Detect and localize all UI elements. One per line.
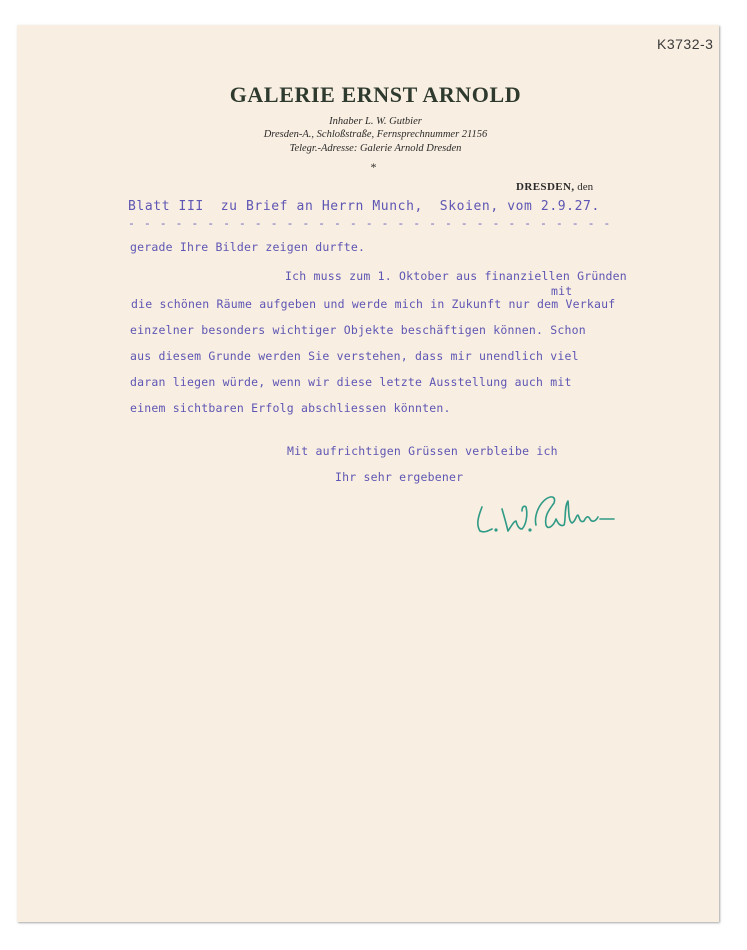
- page-reference: Blatt III zu Brief an Herrn Munch, Skoien, vom 2.9.27.: [128, 199, 600, 214]
- date-label: den: [577, 181, 594, 193]
- archive-number: K3732-3: [657, 36, 714, 52]
- body-line: Ich muss zum 1. Oktober aus finanziellen Gründen: [285, 269, 627, 283]
- letterhead-title: GALERIE ERNST ARNOLD: [229, 82, 522, 107]
- body-line: aus diesem Grunde werden Sie verstehen, dass mir unendlich viel: [130, 349, 579, 363]
- city-name: DRESDEN,: [516, 181, 575, 193]
- body-line: gerade Ihre Bilder zeigen durfte.: [130, 240, 366, 254]
- body-line: die schönen Räume aufgeben und werde mich in Zukunft nur dem Verkauf: [131, 297, 616, 311]
- date-line: [516, 181, 593, 193]
- closing-salutation: Ihr sehr ergebener: [335, 470, 464, 484]
- ornament-icon: *: [370, 160, 377, 174]
- closing-line: Mit aufrichtigen Grüssen verbleibe ich: [287, 444, 558, 458]
- dashed-rule: - - - - - - - - - - - - - - - - - - - - - - - - - - - - - - -: [128, 216, 612, 230]
- letterhead-owner: Inhaber L. W. Gutbier: [329, 116, 422, 127]
- body-line: einzelner besonders wichtiger Objekte beschäftigen können. Schon: [130, 323, 586, 337]
- signature-image: [472, 485, 622, 545]
- letterhead-telegram: Telegr.-Adresse: Galerie Arnold Dresden: [289, 143, 462, 154]
- letterhead-address: Dresden-A., Schloßstraße, Fernsprechnummer 21156: [263, 129, 488, 140]
- body-line: einem sichtbaren Erfolg abschliessen könnten.: [130, 401, 451, 415]
- body-line: daran liegen würde, wenn wir diese letzte Ausstellung auch mit: [130, 375, 572, 389]
- body-insertion: mit: [551, 284, 573, 298]
